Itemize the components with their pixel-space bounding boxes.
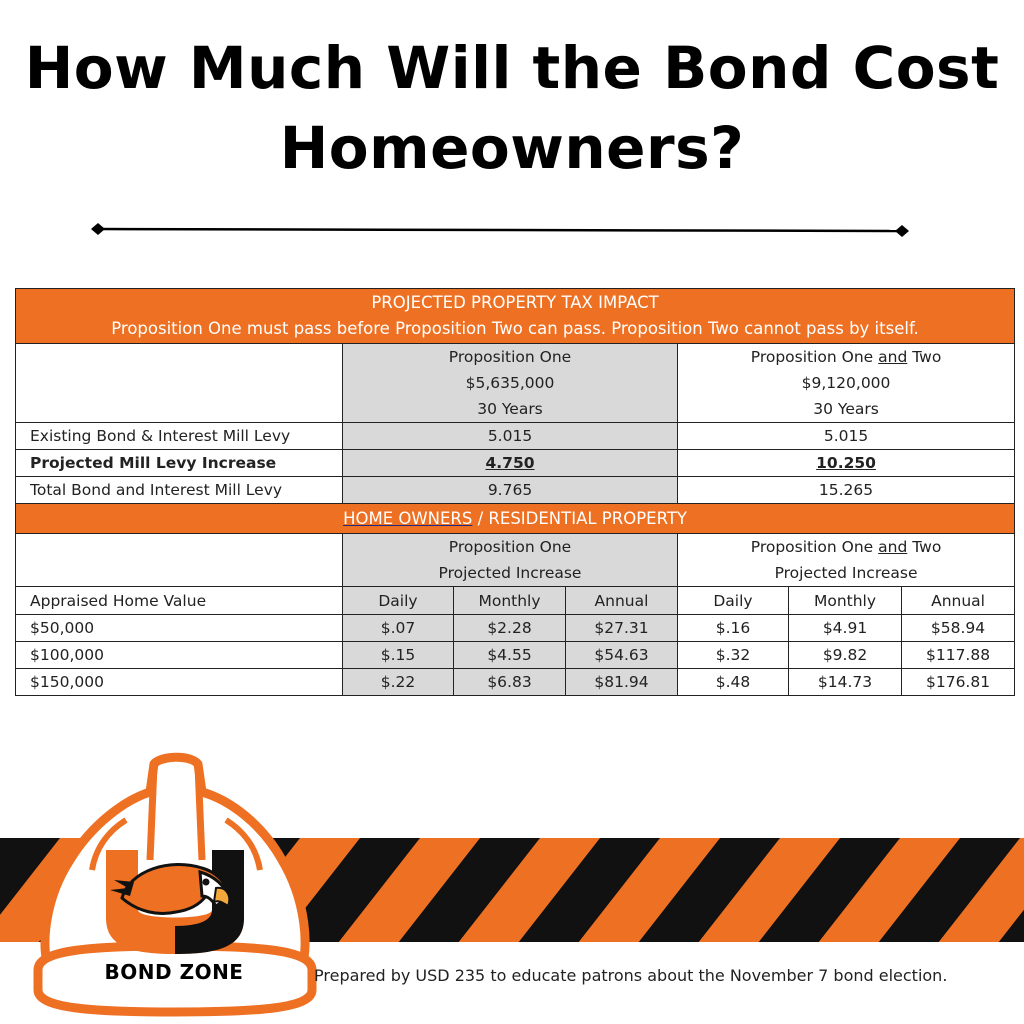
levy-p1-value: 9.765 [343,477,678,504]
prop-two-header [678,344,1015,423]
empty-header-cell [16,534,343,587]
p1-annual: $54.63 [566,642,678,669]
p1-daily: $.22 [343,669,454,696]
levy-label: Projected Mill Levy Increase [16,450,343,477]
p1-annual: $81.94 [566,669,678,696]
prop-two-term: 30 Years [813,400,879,418]
table-row [16,669,1015,696]
p2-daily-header: Daily [678,587,789,615]
section-title-homeowners: HOME OWNERS [343,509,473,528]
prop-two-name-prefix: Proposition One [750,348,879,366]
prop-one-amount: $5,635,000 [465,374,555,392]
column-header-row [16,587,1015,615]
title-divider [90,220,910,240]
home-value: $100,000 [16,642,343,669]
levy-row-total [16,477,1015,504]
appraised-value-header: Appraised Home Value [16,587,343,615]
p1-monthly: $6.83 [454,669,566,696]
empty-header-cell [16,344,343,423]
p1-annual: $27.31 [566,615,678,642]
banner-header [16,289,1015,344]
levy-row-existing [16,423,1015,450]
page-title-line-2: Homeowners? [279,114,745,182]
prop-one-name: Proposition One [448,348,572,366]
p1-monthly-header: Monthly [454,587,566,615]
prop-two-name [682,344,1010,370]
p2-annual: $117.88 [902,642,1015,669]
prop-two-name-suffix: Two [907,348,942,366]
levy-p2-value: 5.015 [678,423,1015,450]
increase-p2-line-2: Projected Increase [774,564,918,582]
page-title-line-1: How Much Will the Bond Cost [24,34,1000,102]
levy-p1-value: 5.015 [343,423,678,450]
prop-one-header [343,344,678,423]
p2-monthly: $4.91 [789,615,902,642]
levy-p2-value: 15.265 [678,477,1015,504]
bond-zone-label: BOND ZONE [104,960,244,984]
p1-daily: $.07 [343,615,454,642]
p2-daily: $.48 [678,669,789,696]
p1-monthly: $4.55 [454,642,566,669]
increase-p2-prefix: Proposition One [750,538,879,556]
tax-impact-table [15,288,1015,696]
table-row [16,642,1015,669]
prop-two-amount: $9,120,000 [801,374,891,392]
footer-note: Prepared by USD 235 to educate patrons about the November 7 bond election. [314,966,948,985]
p2-daily: $.16 [678,615,789,642]
p1-annual-header: Annual [566,587,678,615]
p2-monthly: $9.82 [789,642,902,669]
levy-p2-value: 10.250 [678,450,1015,477]
p2-annual: $176.81 [902,669,1015,696]
p2-monthly-header: Monthly [789,587,902,615]
levy-label: Existing Bond & Interest Mill Levy [16,423,343,450]
p2-annual-header: Annual [902,587,1015,615]
p1-daily-header: Daily [343,587,454,615]
home-value: $50,000 [16,615,343,642]
table-row [16,615,1015,642]
increase-p1-line-2: Projected Increase [438,564,582,582]
prop-two-name-and: and [878,348,908,366]
p1-monthly: $2.28 [454,615,566,642]
p2-monthly: $14.73 [789,669,902,696]
prop-one-term: 30 Years [477,400,543,418]
section-title-residential: / RESIDENTIAL PROPERTY [472,509,687,528]
increase-p2-and: and [878,538,908,556]
page-title [0,28,1024,188]
increase-p2-header [678,534,1015,587]
p1-daily: $.15 [343,642,454,669]
section-header-residential [16,504,1015,534]
home-value: $150,000 [16,669,343,696]
increase-p1-header [343,534,678,587]
p2-annual: $58.94 [902,615,1015,642]
levy-row-increase [16,450,1015,477]
levy-p1-value: 4.750 [343,450,678,477]
p2-daily: $.32 [678,642,789,669]
levy-label: Total Bond and Interest Mill Levy [16,477,343,504]
banner-title: PROJECTED PROPERTY TAX IMPACT [371,293,659,312]
increase-p2-line-1 [682,534,1010,560]
increase-p1-line-1: Proposition One [448,538,572,556]
increase-p2-suffix: Two [907,538,942,556]
banner-note: Proposition One must pass before Proposition Two can pass. Proposition Two cannot pass by itself. [111,319,919,338]
